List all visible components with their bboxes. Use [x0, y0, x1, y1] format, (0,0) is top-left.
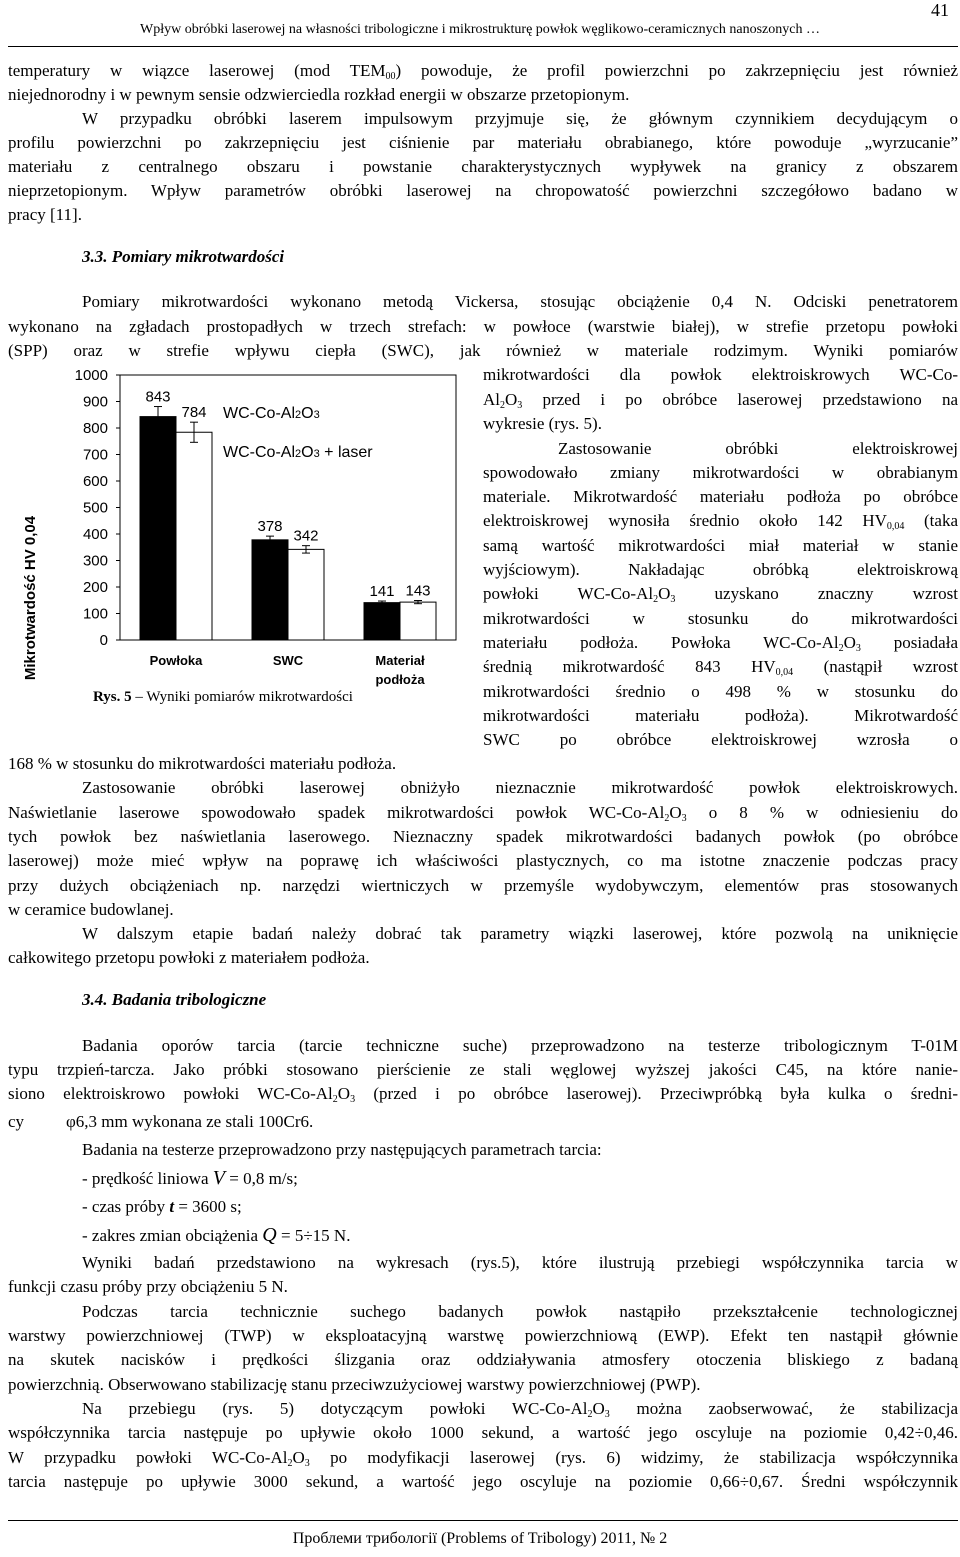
legend-label-laser: WC-Co-Al2O3 + laser — [223, 444, 373, 461]
category-label: SWC — [272, 653, 304, 668]
para2-line5: pracy [11]. — [8, 205, 82, 224]
para4-line2: Zastosowanie obróbki laserowej obniżyło nieznacznie mikrotwardość powłok elektroiskrowych. — [82, 778, 958, 797]
rc-line10: powłoki $WC-Co-Al_2O_3$ uzyskano znaczny wzrost — [483, 584, 958, 605]
value-label: 342 — [293, 527, 319, 545]
para6-line8: współczynnika tarcia następuje po upływie około 1000 sekund, a wartość jego oscyluje na poziomie 0,42÷0,46. — [8, 1423, 958, 1442]
rc-line13: średnią mikrotwardość 843 $HV_{0,04}$ (nastąpił wzrost — [483, 657, 959, 678]
page-footer: Проблеми трибології (Problems of Tribology) 2011, № 2 — [292, 1530, 668, 1547]
figure-caption: Rys. 5 – Wyniki pomiarów mikrotwardości — [93, 689, 353, 705]
para5-line3: siono elektroiskrowo powłoki $WC-Co-Al_2O_3$ (przed i po obróbce laserowej). Przeciwpróbką była kulka o średni- — [8, 1084, 959, 1105]
para4-line9: całkowitego przetopu powłoki z materiałem podłoża. — [8, 948, 370, 967]
para4-line6: przy dużych obciążeniach np. narzędzi wiertniczych w przemyśle wydobywczym, elementów pras stosowanych — [8, 876, 958, 895]
para4-line1: 168 % w stosunku do mikrotwardości materiału podłoża. — [8, 754, 397, 773]
y-tick-label: 800 — [82, 420, 108, 437]
para6-line1: Wyniki badań przedstawiono na wykresach (rys.5), które ilustrują przebiegi współczynnika tarcia w — [82, 1253, 958, 1272]
para2-line4: nieprzetopionym. Wpływ parametrów obróbki laserowej na chropowatość powierzchni szczegółowo badano w — [8, 181, 958, 200]
para4-line4: tych powłok bez naświetlania laserowego. Nieznaczny spadek mikrotwardości badanych powłok (po obróbce — [8, 827, 958, 846]
para6-line3: Podczas tarcia technicznie suchego badanych powłok nastąpiło przekształcenie technologicznej — [82, 1302, 958, 1321]
para5-line1: Badania oporów tarcia (tarcie techniczne suche) przeprowadzono na testerze tribologicznym T-01M — [82, 1036, 958, 1055]
para4-line7: w ceramice budowlanej. — [8, 900, 174, 919]
section-heading-3-4: 3.4. Badania tribologiczne — [82, 990, 267, 1009]
rc-line2: $Al_2O_3$ przed i po obróbce laserowej przedstawiono na — [483, 390, 958, 411]
para4-line5: laserowej) może mieć wpływ na poprawę ich właściwości plastycznych, co ma istotne znaczenie podczas pracy — [8, 851, 958, 870]
y-tick-label: 700 — [82, 446, 108, 464]
rc-line5: spowodowało zmiany mikrotwardości w obrabianym — [483, 463, 958, 482]
y-tick-label: 0 — [99, 632, 108, 649]
y-tick-label: 200 — [82, 579, 108, 596]
rc-line9: wyjściowym). Nakładając obróbką elektroiskrową — [483, 560, 958, 579]
rc-line1: mikrotwardości dla powłok elektroiskrowych WC-Co- — [483, 365, 958, 384]
value-label: 143 — [405, 582, 431, 600]
y-tick-label: 900 — [82, 393, 108, 411]
section-heading-3-3: 3.3. Pomiary mikrotwardości — [82, 247, 285, 266]
rc-line11: mikrotwardości w stosunku do mikrotwardości — [483, 609, 958, 628]
y-tick-label: 100 — [82, 605, 108, 623]
y-tick-label: 600 — [82, 473, 108, 490]
para6-line10: tarcia następuje po upływie 3000 sekund, a wartość jego oscyluje na poziomie 0,66÷0,67. Średni współczynnik — [8, 1472, 958, 1491]
y-tick-label: 500 — [82, 499, 108, 517]
para5-line4-cy: cy — [8, 1112, 25, 1131]
para5-line4: φ6,3 mm wykonana ze stali 100Cr6. — [66, 1112, 314, 1131]
rc-line12: materiału podłoża. Powłoka $WC-Co-Al_2O_3$ posiadała — [483, 633, 958, 654]
para6-line4: warstwy powierzchniowej (TWP) w eksploatacyjną warstwę powierzchniową (EWP). Efekt ten nastąpił głównie — [8, 1326, 958, 1345]
category-label: podłoża — [375, 672, 425, 687]
rc-line4: Zastosowanie obróbki elektroiskrowej — [558, 439, 958, 458]
para6-line5: na skutek nacisków i prędkości ślizgania oraz oddziaływania atmosfery otoczenia bliskiego z badaną — [8, 1350, 958, 1369]
rc-line16: SWC po obróbce elektroiskrowej wzrosła o — [483, 730, 958, 749]
para3-line1: Pomiary mikrotwardości wykonano metodą Vickersa, stosując obciążenie 0,4 N. Odciski penetratorem — [82, 292, 958, 311]
running-title: Wpływ obróbki laserowej na własności tribologiczne i mikrostrukturę powłok węglikowo-ceramicznych nanoszonych … — [140, 22, 820, 37]
page-number: 41 — [931, 0, 949, 20]
param-time: - czas próby t = 3600 s; — [82, 1197, 242, 1216]
para2-line2: profilu powierzchni po zakrzepnięciu jest ciśnienie par materiału obrabianego, które powoduje „wyrzucanie” — [8, 133, 958, 152]
y-axis-label: Mikrotwardość HV 0,04 — [22, 515, 39, 681]
para6-line7: Na przebiegu (rys. 5) dotyczącym powłoki $WC-Co-Al_2O_3$ można zaobserwować, że stabilizacja — [82, 1399, 959, 1420]
y-tick-label: 400 — [82, 526, 108, 543]
para3-line2: wykonano na zgładach prostopadłych w trzech strefach: w powłoce (warstwie białej), w strefie przetopu powłoki — [8, 317, 958, 336]
bar-coating-2 — [364, 603, 400, 640]
para6-line2: funkcji czasu próby przy obciążeniu 5 N. — [8, 1277, 288, 1296]
value-label: 843 — [145, 388, 171, 406]
param-load: - zakres zmian obciążenia Q = 5÷15 N. — [82, 1224, 351, 1246]
y-tick-label: 1000 — [74, 367, 108, 384]
rc-line3: wykresie (rys. 5). — [483, 414, 602, 433]
bar-laser-0 — [176, 432, 212, 640]
legend-label-coating: WC-Co-Al2O3 — [223, 405, 320, 422]
para4-line8: W dalszym etapie badań należy dobrać tak parametry wiązki laserowej, które pozwolą na uniknięcie — [82, 924, 958, 943]
header-rule — [8, 46, 958, 47]
rc-line7: elektroiskrowej wynosiła średnio około 142 $HV_{0,04}$ (taka — [483, 511, 958, 532]
footer-rule — [8, 1520, 958, 1521]
rc-line15: mikrotwardości materiału podłoża). Mikrotwardość — [483, 706, 958, 725]
category-label: Materiał — [375, 653, 425, 668]
bar-coating-0 — [140, 417, 176, 640]
para3-line3: (SPP) oraz w strefie wpływu ciepła (SWC), jak również w materiale rodzimym. Wyniki pomiarów — [8, 341, 958, 360]
rc-line6: materiale. Mikrotwardość materiału podłoża po obróbce — [483, 487, 958, 506]
para1-line2: niejednorodny i w pewnym sensie odzwierciedla rozkład energii w obszarze przetopionym. — [8, 85, 630, 104]
value-label: 378 — [257, 518, 283, 536]
microhardness-chart — [8, 358, 468, 698]
para6-line6: powierzchnią. Obserwowano stabilizację stanu przeciwzużyciowej warstwy powierzchniowej (PWP). — [8, 1375, 701, 1394]
bar-laser-2 — [400, 602, 436, 640]
value-label: 141 — [369, 583, 395, 601]
para1-line1: temperatury w wiązce laserowej (mod $TEM_{00}$) powoduje, że profil powierzchni po zakrzepnięciu jest również — [8, 61, 959, 82]
bar-laser-1 — [288, 549, 324, 640]
y-tick-label: 300 — [82, 552, 108, 570]
rc-line14: mikrotwardości średnio o 498 % w stosunku do — [483, 682, 958, 701]
param-speed: - prędkość liniowa V = 0,8 m/s; — [82, 1167, 298, 1189]
para5-line5: Badania na testerze przeprowadzono przy następujących parametrach tarcia: — [82, 1140, 602, 1159]
category-label: Powłoka — [149, 653, 203, 668]
para2-line3: materiału z centralnego obszaru i powstanie charakterystycznych wypływek na granicy z obszarem — [8, 157, 958, 176]
para4-line3: Naświetlanie laserowe spowodowało spadek mikrotwardości powłok $WC-Co-Al_2O_3$ o 8 % w odniesieniu do — [8, 803, 958, 824]
para6-line9: W przypadku powłoki $WC-Co-Al_2O_3$ po modyfikacji laserowej (rys. 6) widzimy, że stabilizacja współczynnika — [8, 1448, 959, 1469]
rc-line8: samą wartość mikrotwardości miał materiał w stanie — [483, 536, 958, 555]
bar-coating-1 — [252, 540, 288, 640]
para5-line2: typu trzpień-tarcza. Jako próbki stosowano pierścienie ze stali węglowej wyższej jakości C45, na które nanie- — [8, 1060, 958, 1079]
para2-line1: W przypadku obróbki laserem impulsowym przyjmuje się, że głównym czynnikiem decydującym o — [82, 109, 958, 128]
value-label: 784 — [181, 404, 207, 422]
